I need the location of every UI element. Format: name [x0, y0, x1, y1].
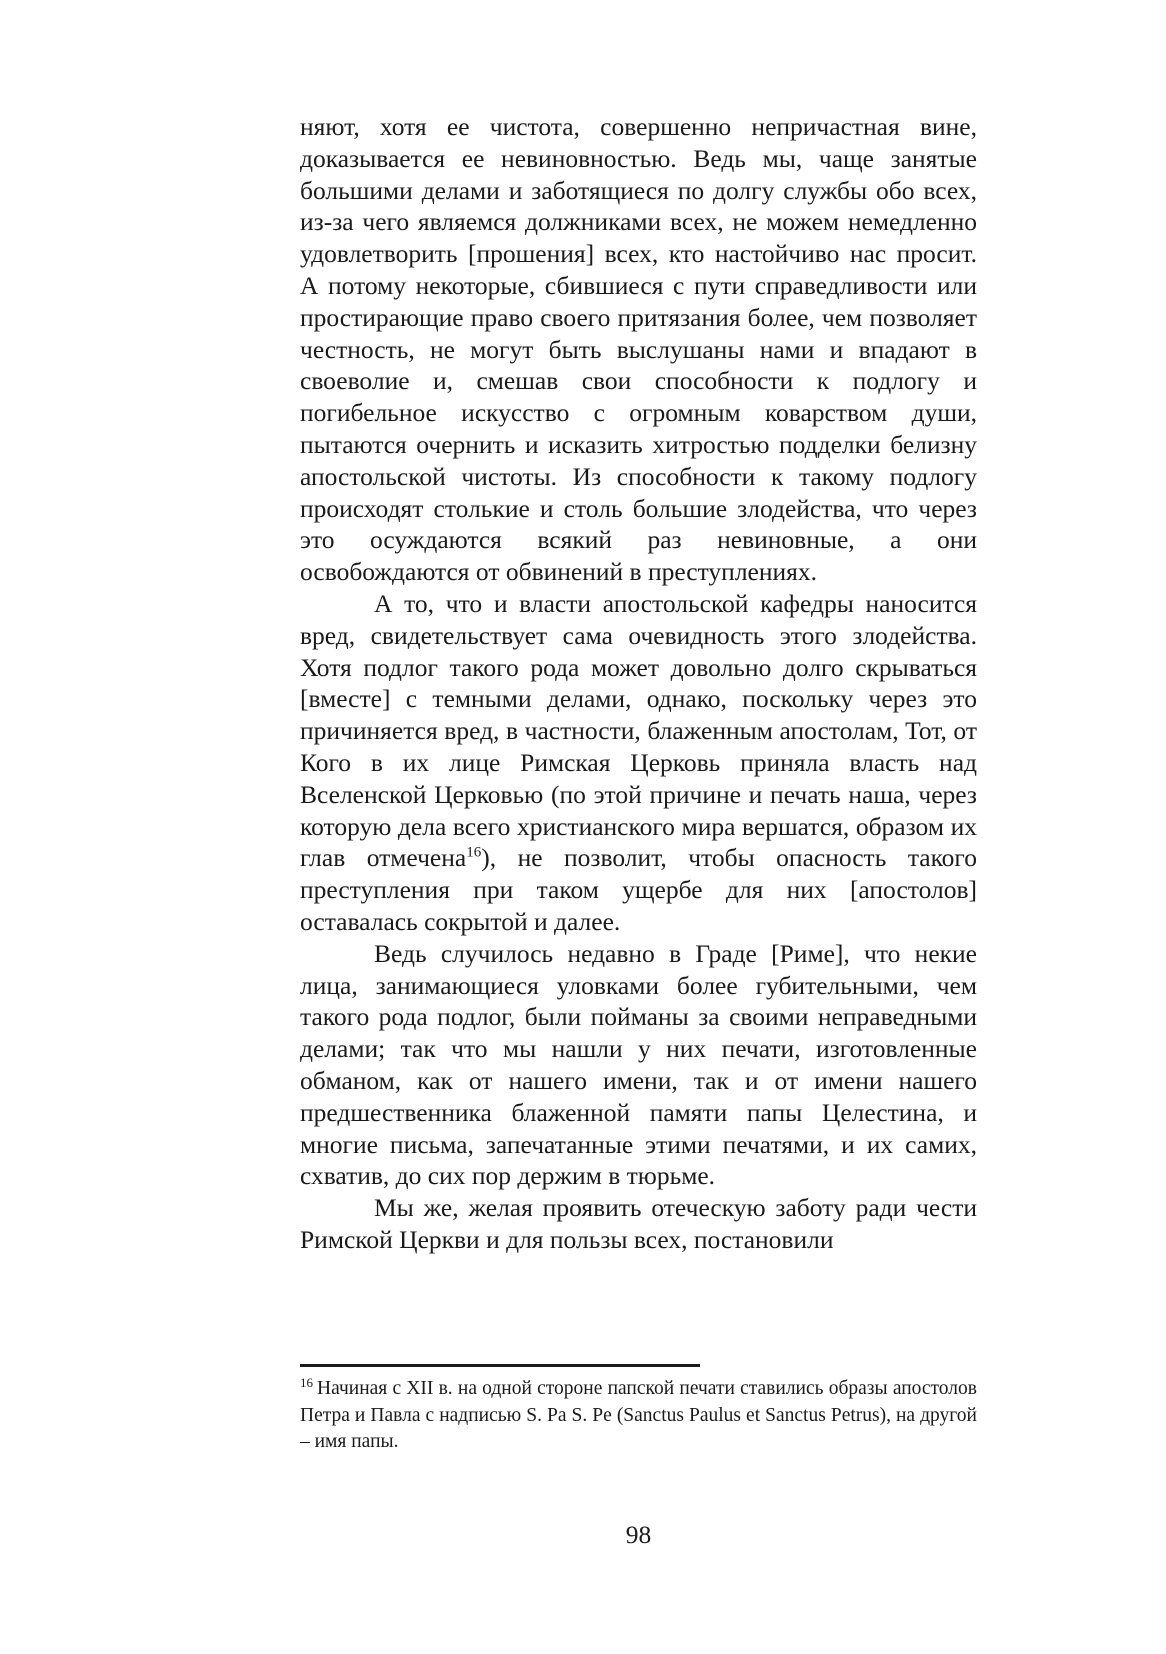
paragraph-1: няют, хотя ее чистота, совершенно непричастная вине, доказывается ее невиновностью. Ведь мы, чаще занятые большими делами и заботящиеся по долгу службы обо всех, из-за чего являемся должниками всех, не можем немедленно удовлетворить [прошения] всех, кто настойчиво нас просит. А потому некоторые, сбившиеся с пути справедливости или простирающие право своего притязания более, чем позволяет честность, не могут быть выслушаны нами и впадают в своеволие и, смешав свои способности к подлогу и погибельное искусство с огромным коварством души, пытаются очернить и исказить хитростью подделки белизну апостольской чистоты. Из способности к такому подлогу происходят столькие и столь большие злодейства, что через это осуждаются всякий раз невиновные, а они освобождаются от обвинений в преступлениях. [300, 112, 977, 587]
footnote [300, 1376, 977, 1456]
footnote-number: 16 [300, 1374, 313, 1390]
paragraph-2 [300, 588, 977, 938]
paragraph-3: Ведь случилось недавно в Граде [Риме], что некие лица, занимающиеся уловками более губительными, чем такого рода подлог, были пойманы за своими неправедными делами; так что мы нашли у них печати, изготовленные обманом, как от нашего имени, так и от имени нашего предшественника блаженной памяти папы Целестина, и многие письма, запечатанные этими печатями, и их самих, схватив, до сих пор держим в тюрьме. [300, 938, 977, 1191]
page-number: 98 [625, 1520, 652, 1549]
paragraph-2-text-after: ), не позволит, чтобы опасность такого преступления при таком ущербе для них [апостолов] оставалась сокрытой и далее. [300, 843, 978, 936]
paragraph-4: Мы же, желая проявить отеческую заботу ради чести Римской Церкви и для пользы всех, постановили [300, 1193, 977, 1254]
main-text [300, 111, 977, 1256]
paragraph-2-text-before: А то, что и власти апостольской кафедры наносится вред, свидетельствует сама очевидность этого злодейства. Хотя подлог такого рода может довольно долго скрываться [вместе] с темными делами, однако, поскольку через это причиняется вред, в частности, блаженным апостолам, Тот, от Кого в их лице Римская Церковь приняла власть над Вселенской Церковью (по этой причине и печать наша, через которую дела всего христианского мира вершатся, образом их глав отмечена [300, 588, 977, 873]
footnote-reference: 16 [466, 844, 482, 861]
footnote-separator [300, 1364, 700, 1367]
footnote-text: Начиная с XII в. на одной стороне папской печати ставились образы апостолов Петра и Павла с надписью S. Pa S. Pe (Sanctus Paulus et Sanctus Petrus), на другой – имя папы. [300, 1378, 977, 1452]
